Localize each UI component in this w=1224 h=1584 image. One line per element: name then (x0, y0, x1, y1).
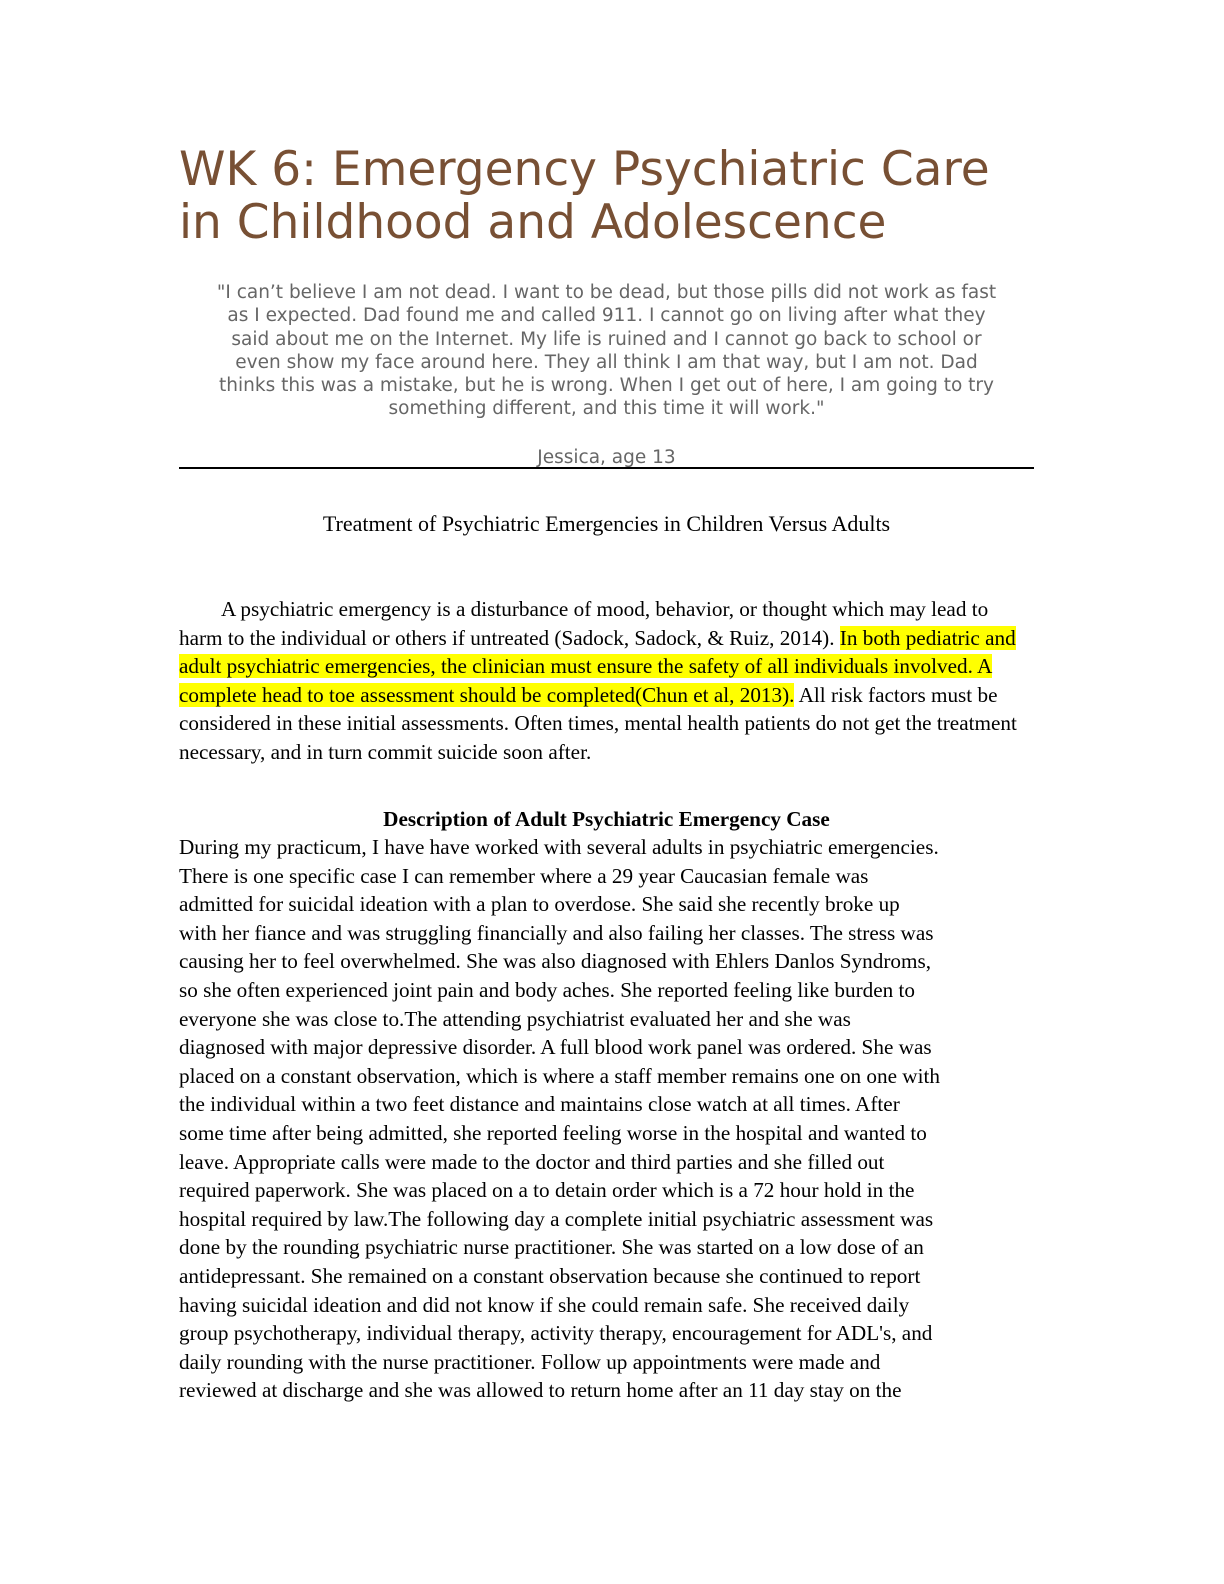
case-line: leave. Appropriate calls were made to the doctor and third parties and she filled out (179, 1149, 885, 1174)
case-line: done by the rounding psychiatric nurse practitioner. She was started on a low dose of an (179, 1235, 924, 1260)
case-line: with her fiance and was struggling financially and also failing her classes. The stress was (179, 920, 934, 945)
case-line: everyone she was close to.The attending psychiatrist evaluated her and she was (179, 1006, 851, 1031)
case-line: reviewed at discharge and she was allowed to return home after an 11 day stay on the (179, 1378, 902, 1403)
case-line: required paperwork. She was placed on a to detain order which is a 72 hour hold in the (179, 1178, 915, 1203)
highlighted-text: In both pediatric and adult psychiatric emergencies, the clinician must ensure the safety of all individuals involved. A complete head to toe assessment should be completed(Chun et al, 2013). (179, 625, 1016, 707)
case-line: some time after being admitted, she reported feeling worse in the hospital and wanted to (179, 1120, 927, 1145)
quote-line: said about me on the Internet. My life is ruined and I cannot go back to school or (231, 328, 982, 350)
quote-line: "I can’t believe I am not dead. I want to be dead, but those pills did not work as fast (216, 282, 997, 303)
quote-line: as I expected. Dad found me and called 911. I cannot go on living after what they (227, 305, 986, 327)
case-line: antidepressant. She remained on a constant observation because she continued to report (179, 1263, 921, 1288)
quote-line: thinks this was a mistake, but he is wrong. When I get out of here, I am going to try (219, 375, 994, 397)
quote-attribution: Jessica, age 13 (537, 447, 676, 468)
quote-line: even show my face around here. They all think I am that way, but I am not. Dad (235, 351, 978, 373)
case-line: daily rounding with the nurse practitioner. Follow up appointments were made and (179, 1349, 881, 1374)
title-line: WK 6: Emergency Psychiatric Care (179, 142, 990, 197)
quote-line: something different, and this time it will work." (388, 398, 825, 420)
case-line: having suicidal ideation and did not know if she could remain safe. She received daily (179, 1292, 910, 1317)
section-title: Treatment of Psychiatric Emergencies in Children Versus Adults (322, 511, 891, 536)
case-line: so she often experienced joint pain and body aches. She reported feeling like burden to (179, 977, 916, 1002)
case-line: admitted for suicidal ideation with a plan to overdose. She said she recently broke up (179, 892, 900, 917)
case-line: diagnosed with major depressive disorder. A full blood work panel was ordered. She was (179, 1035, 932, 1060)
intro-text-continued: All risk factors must be considered in these initial assessments. Often times, mental health patients do not get the treatment necessary, and in turn commit suicide soon after. (179, 682, 1017, 764)
case-line: group psychotherapy, individual therapy, activity therapy, encouragement for ADL's, and (179, 1321, 933, 1346)
title-line: in Childhood and Adolescence (179, 195, 887, 250)
case-line: hospital required by law.The following day a complete initial psychiatric assessment was (179, 1206, 934, 1231)
intro-paragraph (179, 595, 1036, 767)
case-line: placed on a constant observation, which is where a staff member remains one on one with (179, 1063, 940, 1088)
horizontal-rule (179, 467, 1034, 469)
case-line: the individual within a two feet distance and maintains close watch at all times. After (179, 1092, 900, 1117)
case-line: causing her to feel overwhelmed. She was also diagnosed with Ehlers Danlos Syndroms, (179, 949, 932, 974)
case-line: During my practicum, I have have worked with several adults in psychiatric emergencies. (179, 835, 939, 859)
case-line: There is one specific case I can remember where a 29 year Caucasian female was (179, 863, 869, 888)
intro-text: A psychiatric emergency is a disturbance of mood, behavior, or thought which may lead to harm to the individual or others if untreated (Sadock, Sadock, & Ruiz, 2014). (179, 597, 989, 650)
document-title (179, 143, 1059, 249)
case-heading: Description of Adult Psychiatric Emergency Case (383, 807, 830, 831)
epigraph-quote (179, 281, 1034, 421)
case-paragraph (179, 833, 1039, 1405)
